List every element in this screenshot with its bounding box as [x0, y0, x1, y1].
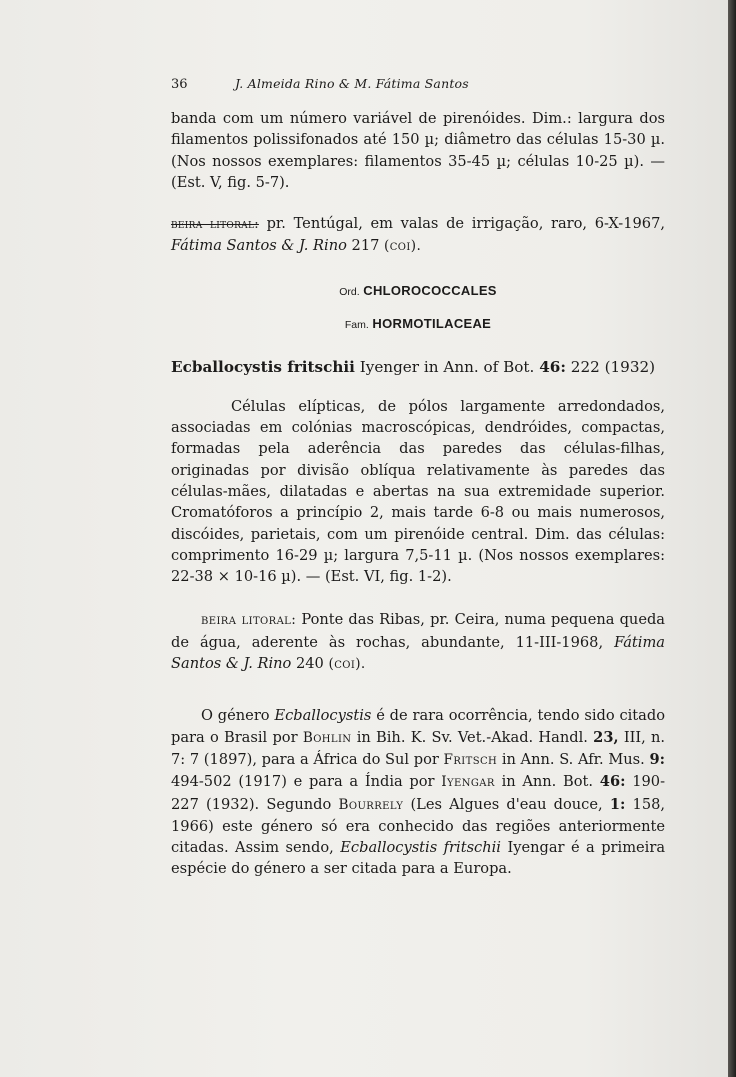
- family-prefix: Fam.: [344, 318, 369, 331]
- paragraph-dimensions: banda com um número variável de pirenóides. Dim.: largura dos filamentos polissifonados até 150 µ; diâmetro das células 15-30 µ. (Nos nossos exemplares: filamentos 35-45 µ; células 10-25 µ). — (Est. V, fig. 5-7).: [171, 110, 665, 191]
- text-segment: 494-502 (1917) e para a Índia por: [171, 773, 435, 791]
- running-header: [171, 76, 665, 98]
- collectors: Fátima Santos & J. Rino: [171, 237, 347, 255]
- species-heading: [171, 356, 665, 378]
- author-name: Bourrely: [338, 796, 404, 813]
- paragraph-locality-1: [171, 213, 665, 258]
- paragraph-description: Células elípticas, de pólos largamente arredondados, associadas em colónias macroscópicas, dendróides, compactas, formadas pela aderência das paredes das células-filhas, originadas por divisão oblíqua relativamente às paredes das células-mães, dilatadas e abertas na sua extremidade superior. Cromatóforos a princípio 2, mais tarde 6-8 ou mais numerosos, discóides, parietais, com um pirenóide central. Dim. das células: comprimento 16-29 µ; largura 7,5-11 µ. (Nos nossos exemplares: 22-38 × 10-16 µ). — (Est. VI, fig. 1-2).: [171, 397, 665, 586]
- collection-number: 217: [351, 237, 380, 255]
- text-segment: Iyengar é a primeira espécie do género a ser citada para a Europa.: [171, 839, 666, 878]
- herbarium-code: (coi).: [328, 656, 366, 673]
- locality-label: beira litoral:: [201, 612, 297, 629]
- author-name: Iyengar: [441, 774, 495, 791]
- volume-number: 9:: [649, 750, 666, 768]
- herbarium-code: (coi).: [384, 238, 422, 255]
- order-name: CHLOROCOCCALES: [363, 282, 497, 298]
- paragraph-locality-2: [171, 609, 665, 675]
- text-segment: (Les Algues d'eau douce,: [410, 795, 603, 813]
- text-segment: O género: [201, 707, 270, 725]
- locality-label: beira litoral:: [171, 217, 259, 233]
- genus-name: Ecballocystis: [274, 707, 372, 725]
- family-name: HORMOTILACEAE: [372, 315, 492, 331]
- text-segment: in Ann. S. Afr. Mus.: [501, 750, 645, 768]
- volume-number: 23,: [593, 728, 619, 746]
- text-segment: III, n. 7: 7 (1897), para a África do Sul por: [171, 728, 666, 768]
- volume-number: 1:: [609, 795, 626, 813]
- species-name: Ecballocystis fritschii: [171, 357, 355, 376]
- page-content: [171, 76, 665, 880]
- page-number: 36: [171, 77, 188, 92]
- species-volume: 46:: [539, 357, 566, 376]
- collection-number: 240: [295, 655, 324, 673]
- page-edge-shadow: [728, 0, 736, 1077]
- text-segment: é de rara ocorrência, tendo sido citado para o Brasil por: [171, 707, 665, 746]
- text-segment: 190-227 (1932). Segundo: [171, 773, 666, 813]
- paragraph-discussion: [171, 705, 665, 879]
- text-segment: in Bih. K. Sv. Vet.-Akad. Handl.: [356, 728, 588, 746]
- locality-text: Ponte das Ribas, pr. Ceira, numa pequena queda de água, aderente às rochas, abundante, 11-III-1968,: [171, 611, 666, 651]
- species-citation: Iyenger in Ann. of Bot.: [359, 357, 535, 376]
- text-segment: in Ann. Bot.: [501, 773, 594, 791]
- order-heading: [171, 282, 665, 301]
- locality-text: pr. Tentúgal, em valas de irrigação, raro, 6-X-1967,: [266, 215, 665, 233]
- family-heading: [171, 315, 665, 334]
- species-name: Ecballocystis fritschii: [340, 839, 501, 857]
- running-title: J. Almeida Rino & M. Fátima Santos: [235, 76, 469, 91]
- author-name: Fritsch: [443, 751, 498, 768]
- collectors: Fátima Santos & J. Rino: [171, 633, 665, 673]
- order-prefix: Ord.: [339, 285, 360, 298]
- author-name: Bohlin: [302, 729, 352, 746]
- text-segment: 158, 1966) este género só era conhecido das regiões anteriormente citadas. Assim sendo,: [171, 795, 666, 857]
- species-pages: 222 (1932): [570, 357, 656, 376]
- volume-number: 46:: [599, 773, 626, 791]
